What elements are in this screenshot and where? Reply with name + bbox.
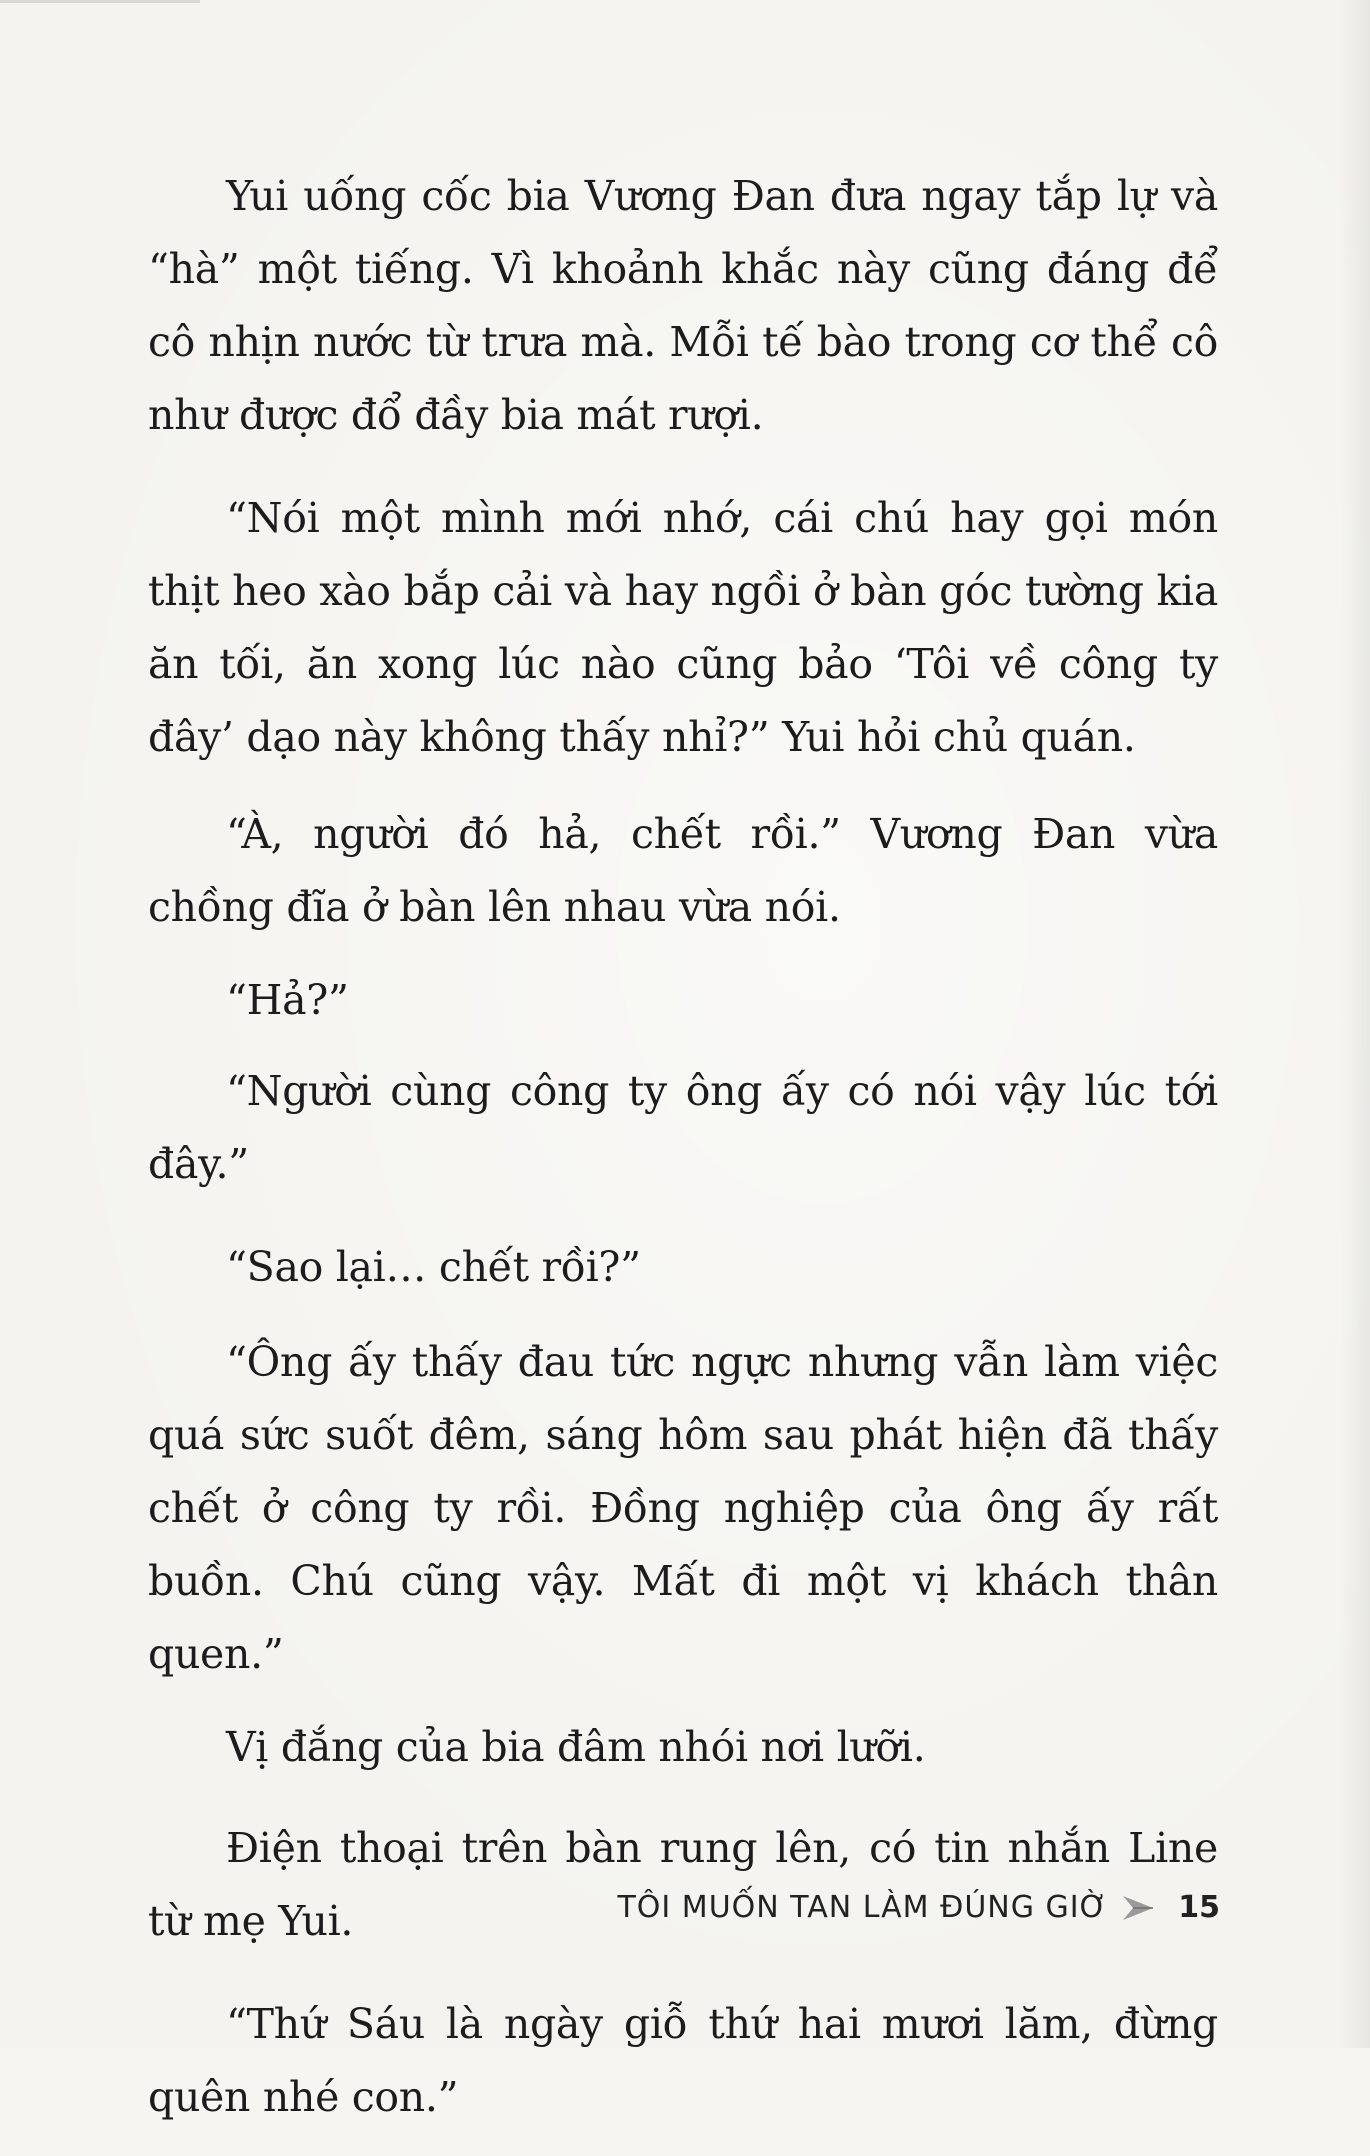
body-text <box>148 160 1218 2156</box>
paragraph: “Thứ Sáu là ngày giỗ thứ hai mươi lăm, đừng quên nhé con.” <box>148 2000 1218 2121</box>
paragraph: “Ông ấy thấy đau tức ngực nhưng vẫn làm việc quá sức suốt đêm, sáng hôm sau phát hiện đã thấy chết ở công ty rồi. Đồng nghiệp của ông ấy rất buồn. Chú cũng vậy. Mất đi một vị khách thân quen.” <box>148 1338 1218 1678</box>
paragraph: “Hả?” <box>226 976 349 1024</box>
paragraph: “Nói một mình mới nhớ, cái chú hay gọi món thịt heo xào bắp cải và hay ngồi ở bàn góc tường kia ăn tối, ăn xong lúc nào cũng bảo ‘Tôi về công ty đây’ dạo này không thấy nhỉ?” Yui hỏi chủ quán. <box>148 494 1218 761</box>
running-title: TÔI MUỐN TAN LÀM ĐÚNG GIỜ <box>617 1890 1108 1925</box>
page-footer <box>0 1878 1370 1938</box>
page-edge-shadow <box>1340 0 1370 2048</box>
paragraph: “À, người đó hả, chết rồi.” Vương Đan vừa chồng đĩa ở bàn lên nhau vừa nói. <box>148 810 1218 931</box>
page-number: 15 <box>1178 1890 1220 1925</box>
paragraph: “Người cùng công ty ông ấy có nói vậy lúc tới đây.” <box>148 1067 1218 1188</box>
chevron-arrow-icon <box>1121 1894 1155 1922</box>
paragraph: Vị đắng của bia đâm nhói nơi lưỡi. <box>226 1723 926 1771</box>
paragraph: “Sao lại… chết rồi?” <box>226 1243 641 1291</box>
paragraph: Điện thoại trên bàn rung lên, có tin nhắn Line từ mẹ Yui. <box>148 1824 1218 1945</box>
paragraph: Yui uống cốc bia Vương Đan đưa ngay tắp lự và “hà” một tiếng. Vì khoảnh khắc này cũng đáng để cô nhịn nước từ trưa mà. Mỗi tế bào trong cơ thể cô như được đổ đầy bia mát rượi. <box>148 172 1218 439</box>
page-edge-mark <box>0 0 200 23</box>
